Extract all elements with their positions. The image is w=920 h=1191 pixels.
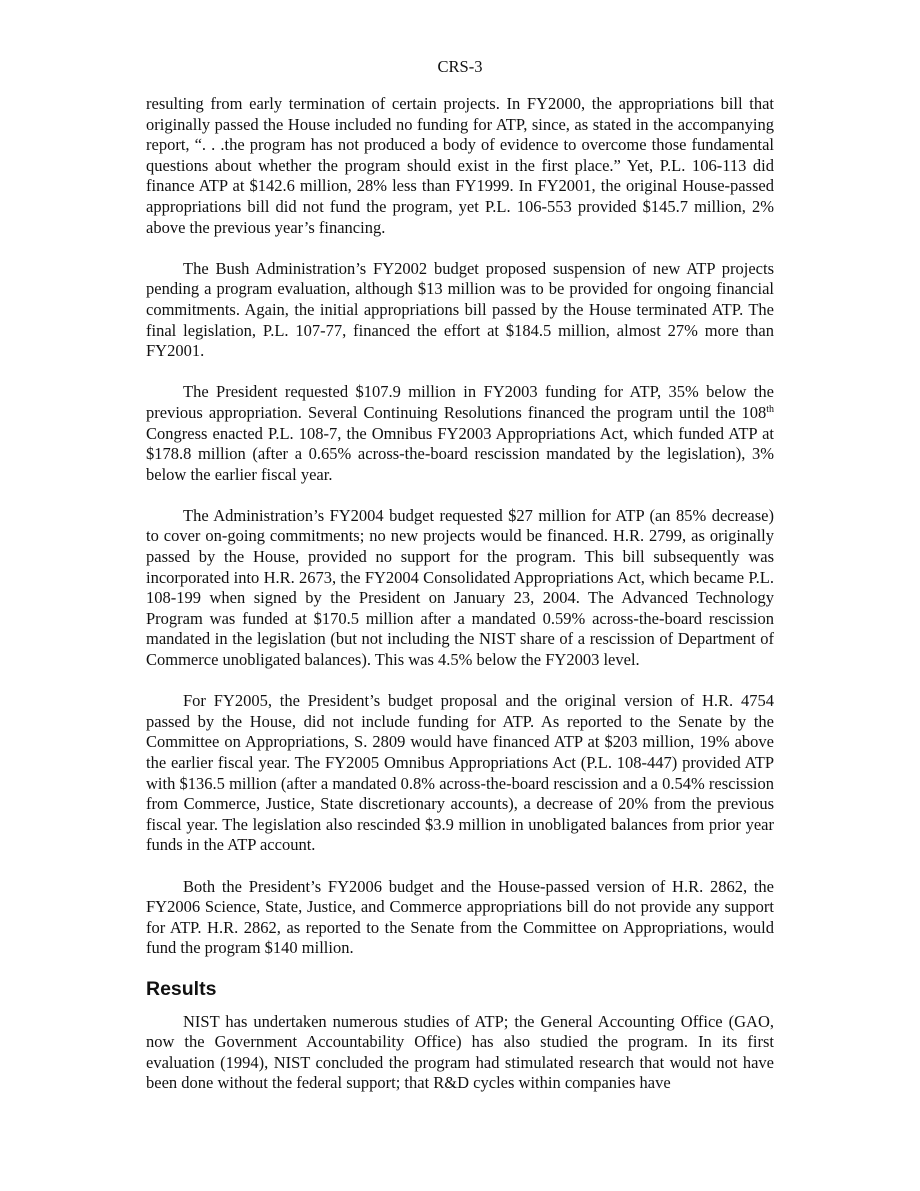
ordinal-superscript: th	[766, 403, 774, 415]
document-body	[146, 94, 774, 1115]
paragraph-fy2006: Both the President’s FY2006 budget and the House-passed version of H.R. 2862, the FY2006 Science, State, Justice, and Commerce appropriations bill do not provide any support for ATP. H.R. 2862, as reported to the Senate from the Committee on Appropriations, would fund the program $140 million.	[146, 876, 774, 958]
paragraph-fy2003	[146, 382, 774, 485]
paragraph-fy2005: For FY2005, the President’s budget proposal and the original version of H.R. 4754 passed by the House, did not include funding for ATP. As reported to the Senate by the Committee on Appropriations, S. 2809 would have financed ATP at $203 million, 19% above the earlier fiscal year. The FY2005 Omnibus Appropriations Act (P.L. 108-447) provided ATP with $136.5 million (after a mandated 0.8% across-the-board rescission and a 0.54% rescission from Commerce, Justice, State discretionary accounts), a decrease of 20% from the previous fiscal year. The legislation also rescinded $3.9 million in unobligated balances from prior year funds in the ATP account.	[146, 691, 774, 855]
results-heading: Results	[146, 977, 217, 1000]
paragraph-results: NIST has undertaken numerous studies of ATP; the General Accounting Office (GAO, now the Government Accountability Office) has also studied the program. In its first evaluation (1994), NIST concluded the program had stimulated research that would not have been done without the federal support; that R&D cycles within companies have	[146, 1011, 774, 1093]
paragraph-fy2003-text-end: Congress enacted P.L. 108-7, the Omnibus FY2003 Appropriations Act, which funded ATP at $178.8 million (after a 0.65% across-the-board rescission mandated by the legislation), 3% below the earlier fiscal year.	[146, 423, 774, 484]
paragraph-fy2002: The Bush Administration’s FY2002 budget proposed suspension of new ATP projects pending a program evaluation, although $13 million was to be provided for ongoing financial commitments. Again, the initial appropriations bill passed by the House terminated ATP. The final legislation, P.L. 107-77, financed the effort at $184.5 million, almost 27% more than FY2001.	[146, 258, 774, 361]
page-header: CRS-3	[437, 57, 483, 76]
paragraph-fy2004: The Administration’s FY2004 budget requested $27 million for ATP (an 85% decrease) to cover on-going commitments; no new projects would be financed. H.R. 2799, as originally passed by the House, provided no support for the program. This bill subsequently was incorporated into H.R. 2673, the FY2004 Consolidated Appropriations Act, which became P.L. 108-199 when signed by the President on January 23, 2004. The Advanced Technology Program was funded at $170.5 million after a mandated 0.59% across-the-board rescission mandated in the legislation (but not including the NIST share of a rescission of Department of Commerce unobligated balances). This was 4.5% below the FY2003 level.	[146, 505, 774, 670]
paragraph-fy2000-fy2001: resulting from early termination of certain projects. In FY2000, the appropriations bill that originally passed the House included no funding for ATP, since, as stated in the accompanying report, “. . .the program has not produced a body of evidence to overcome those fundamental questions about whether the program should exist in the first place.” Yet, P.L. 106-113 did finance ATP at $142.6 million, 28% less than FY1999. In FY2001, the original House-passed appropriations bill did not fund the program, yet P.L. 106-553 provided $145.7 million, 2% above the previous year’s financing.	[146, 94, 774, 237]
paragraph-fy2003-text-start: The President requested $107.9 million in FY2003 funding for ATP, 35% below the previous appropriation. Several Continuing Resolutions financed the program until the 108	[146, 382, 774, 422]
